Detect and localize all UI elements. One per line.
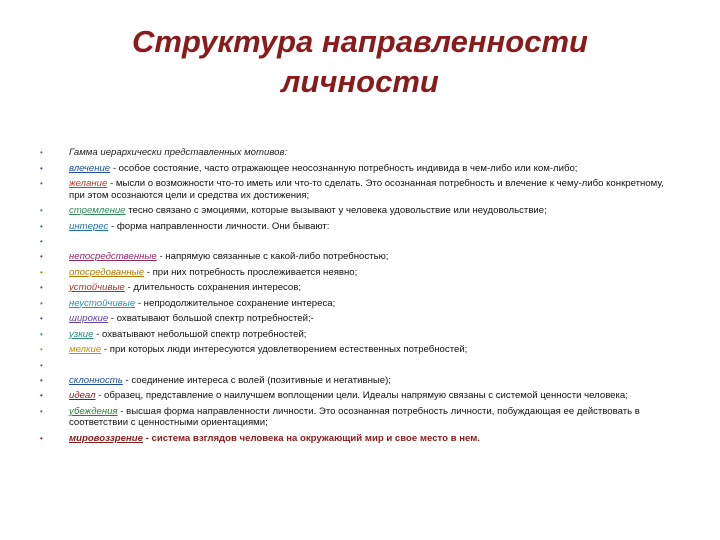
list-item-term: неустойчивые (69, 297, 136, 309)
list-item-term: мелкие (69, 344, 102, 355)
list-item (40, 329, 680, 341)
list-item-text: - при них потребность прослеживается неявно; (144, 266, 358, 278)
list-item-term: влечение (69, 162, 111, 174)
list-item (40, 178, 680, 201)
bullet-icon: • (40, 148, 43, 157)
list-item-text: - соединение интереса с волей (позитивные и негативные); (122, 374, 391, 386)
bullet-icon: • (40, 163, 43, 173)
list-item-text: - охватывают небольшой спектр потребностей; (93, 328, 307, 340)
bullet-icon: • (40, 406, 43, 416)
bullet-icon: • (40, 267, 43, 277)
list-item-text: - мысли о возможности что-то иметь или что-то сделать. Это осознанная потребность и влечение к чему-либо конкретному, при этом осознаются цели и средства их достижения; (69, 178, 664, 201)
list-item-text: тесно связано с эмоциями, которые вызывают у человека удовольствие или неудовольствие; (125, 205, 547, 216)
list-item-text: - система взглядов человека на окружающий мир и свое место в нем. (142, 432, 480, 444)
bullet-icon: • (40, 206, 43, 215)
bullet-icon: • (40, 179, 43, 188)
list-item-term: склонность (69, 374, 123, 386)
bullet-icon: • (40, 252, 43, 261)
bullet-icon: • (40, 283, 43, 292)
list-item-text: Гамма иерархически представленных мотивов: (69, 147, 288, 158)
list-item (40, 313, 680, 325)
list-item (40, 251, 680, 263)
list-item-text: - длительность сохранения интересов; (124, 282, 302, 293)
list-item-text: - охватывают большой спектр потребностей;- (108, 313, 314, 324)
bullet-icon: • (40, 298, 43, 308)
bullet-icon: • (40, 329, 43, 339)
list-item-text: - особое состояние, часто отражающее неосознанную потребность индивида в чем-либо или ком-либо; (110, 162, 578, 174)
list-item-term: стремление (69, 205, 126, 216)
list-item (40, 205, 680, 217)
bullet-icon: • (40, 433, 43, 443)
list-item (40, 147, 680, 159)
list-item (40, 375, 680, 387)
bullet-icon: • (40, 221, 43, 231)
list-item (40, 360, 680, 371)
list-item-text: - образец, представление о наилучшем воплощении цели. Идеалы напрямую связаны с системой ценности человека; (95, 390, 628, 401)
title-line-1: Структура направленности (132, 24, 588, 59)
list-item (40, 282, 680, 294)
list-item-text: - напрямую связанные с какой-либо потребностью; (156, 251, 389, 262)
list-item-text: - при которых люди интересуются удовлетворением естественных потребностей; (101, 344, 468, 355)
bullet-icon: • (40, 391, 43, 400)
list-item-text: - высшая форма направленности личности. Это осознанная потребность личности, побуждающая ее действовать в соответствии с ценностными ориентациями; (69, 405, 640, 428)
list-item-text: - непродолжительное сохранение интереса; (135, 297, 336, 309)
list-item-term: убеждения (69, 405, 118, 417)
bullet-icon: • (40, 237, 43, 246)
list-item-term: мировоззрение (69, 432, 143, 444)
list-item-term: идеал (69, 390, 96, 401)
bullet-icon: • (40, 375, 43, 385)
list-item-term: желание (69, 178, 108, 189)
list-item (40, 236, 680, 247)
slide-title (0, 22, 720, 102)
list-item (40, 344, 680, 356)
list-item-term: интерес (69, 220, 109, 232)
list-item-term: устойчивые (69, 282, 125, 293)
list-item (40, 163, 680, 175)
list-item-term: узкие (69, 328, 94, 340)
list-item (40, 390, 680, 402)
list-item (40, 298, 680, 310)
list-item (40, 433, 680, 445)
list-item-term: широкие (69, 313, 109, 324)
list-item-text: - форма направленности личности. Они бывают: (108, 220, 330, 232)
list-item-term: опосредованные (69, 266, 145, 278)
bullet-icon: • (40, 360, 43, 370)
list-item (40, 221, 680, 233)
title-line-2: личности (281, 64, 439, 99)
list-item (40, 406, 680, 429)
bullet-icon: • (40, 314, 43, 323)
bullet-icon: • (40, 345, 43, 354)
list-item (40, 267, 680, 279)
bullet-list (40, 147, 680, 448)
list-item-term: непосредственные (69, 251, 157, 262)
